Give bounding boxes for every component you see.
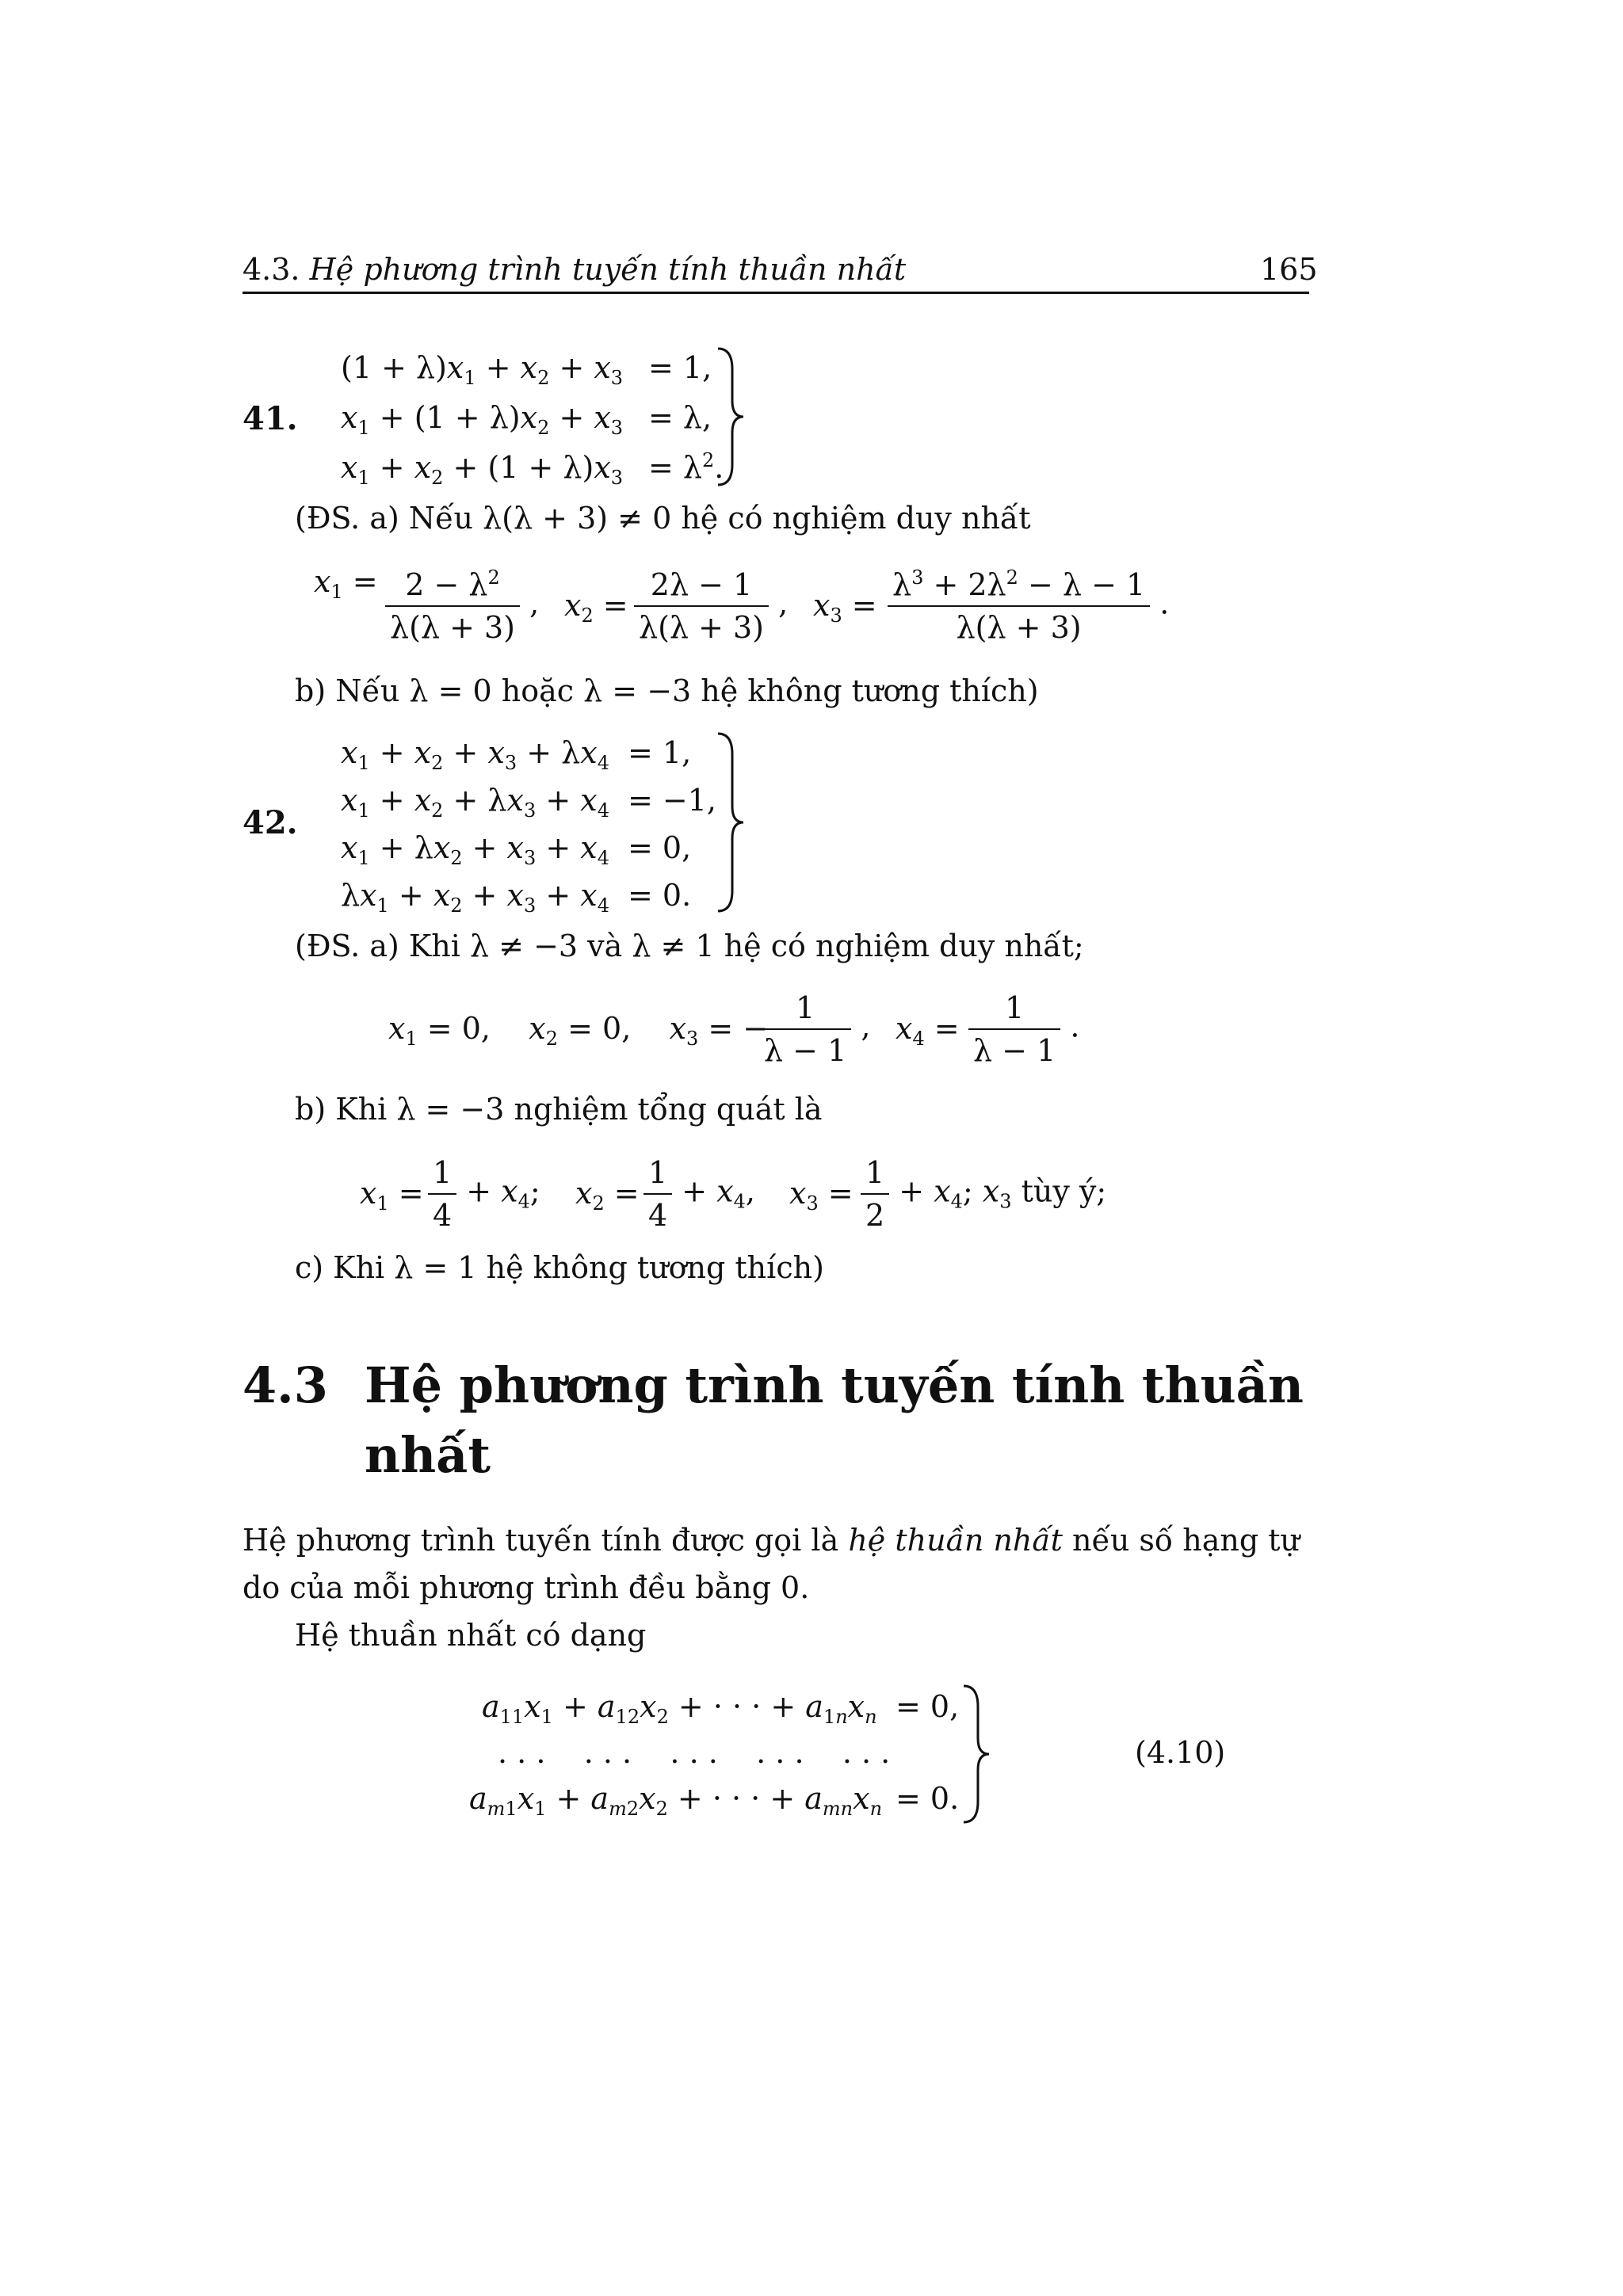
eq410-right-brace (960, 1683, 992, 1825)
paragraph-2: Hệ thuần nhất có dạng (295, 1618, 647, 1653)
p41-x3-frac: $\frac{\lambda^3 + 2\lambda^2 - \lambda - 1}{\lambda(\lambda + 3)}$ . (888, 564, 1169, 648)
header-section-title: Hệ phương trình tuyến tính thuần nhất (309, 252, 907, 287)
paragraph-1-line-1 (242, 1523, 1300, 1558)
p42-b-x2-frac: $\frac{1}{4}$ + $x_4$, (643, 1152, 755, 1236)
p42-eq1-lhs: $x_1 + x_2 + x_3 + \lambda x_4$ (341, 735, 609, 774)
p41-eq2-rhs: = λ, (648, 400, 712, 435)
p42-eq3-lhs: $x_1 + \lambda x_2 + x_3 + x_4$ (341, 830, 609, 869)
p41-x2-frac: $\frac{2\lambda - 1}{\lambda(\lambda + 3)}$ , (634, 564, 788, 648)
p41-answer-a: (ĐS. a) Nếu λ(λ + 3) ≠ 0 hệ có nghiệm duy nhất (295, 501, 1031, 536)
problem-41-label: 41. (242, 400, 298, 437)
paragraph-1-line-2: do của mỗi phương trình đều bằng 0. (242, 1570, 810, 1605)
p41-eq3-rhs-text: = λ (648, 450, 703, 485)
problem-42-label: 42. (242, 804, 298, 841)
p42-b-x1: $x_1$ = (360, 1176, 424, 1215)
p42-eq3-rhs: = 0, (628, 830, 692, 865)
p42-b-x3-frac: $\frac{1}{2}$ + $x_4$; $x_3$ tùy ý; (861, 1152, 1106, 1236)
p41-x1-frac: $\frac{2 - \lambda^2}{\lambda(\lambda + 3)}$ , (385, 564, 539, 648)
p42-answer-a: (ĐS. a) Khi λ ≠ −3 và λ ≠ 1 hệ có nghiệm duy nhất; (295, 929, 1084, 963)
p42-eq1-rhs: = 1, (628, 735, 692, 770)
eq410-row1-rhs: = 0, (896, 1689, 960, 1724)
eq410-row2-dots: . . . . . . . . . . . . . . . (498, 1735, 891, 1770)
p42-eq2-lhs: $x_1 + x_2 + \lambda x_3 + x_4$ (341, 783, 609, 822)
p42-b-x1-frac: $\frac{1}{4}$ + $x_4$; (428, 1152, 540, 1236)
p42-a-x4: $x_4$ = (896, 1011, 960, 1050)
p42-eq4-lhs: $\lambda x_1 + x_2 + x_3 + x_4$ (341, 878, 609, 917)
para1-emphasis: hệ thuần nhất (848, 1523, 1063, 1558)
page-number: 165 (1260, 252, 1318, 287)
p41-x1: $x_1$ = (314, 564, 378, 603)
p42-b-x3: $x_3$ = (789, 1176, 854, 1215)
p42-answer-b: b) Khi λ = −3 nghiệm tổng quát là (295, 1092, 823, 1127)
running-header (242, 252, 906, 287)
section-title-line1: Hệ phương trình tuyến tính thuần (365, 1356, 1304, 1414)
p42-right-brace (715, 730, 747, 914)
p41-eq3-rhs: = $\lambda^2$. (648, 449, 724, 485)
section-title-line2: nhất (365, 1426, 491, 1484)
p42-a-x1x2: $x_1 = 0$, $x_2 = 0$, $x_3$ = − (388, 1011, 769, 1050)
section-number: 4.3 (242, 1356, 328, 1414)
p42-answer-c: c) Khi λ = 1 hệ không tương thích) (295, 1250, 824, 1285)
p42-eq2-rhs: = −1, (628, 783, 717, 818)
arbitrary-text: tùy ý; (1021, 1173, 1107, 1209)
eq410-row3-lhs: $a_{m1}x_1 + a_{m2}x_2$ + · · · + $a_{mn}x_n$ (469, 1781, 883, 1820)
header-section-number: 4.3. (242, 252, 300, 287)
para1-text-a: Hệ phương trình tuyến tính được gọi là (242, 1523, 849, 1558)
p41-eq1-rhs: = 1, (648, 350, 712, 385)
p41-eq3-lhs: $x_1 + x_2 + (1 + \lambda)x_3$ (341, 450, 624, 489)
eq410-row1-lhs: $a_{11}x_1 + a_{12}x_2$ + · · · + $a_{1n}x_n$ (482, 1689, 877, 1728)
p42-eq4-rhs: = 0. (628, 878, 692, 913)
equation-number: (4.10) (1135, 1735, 1226, 1770)
para1-text-b: nếu số hạng tự (1062, 1523, 1300, 1558)
p41-eq2-lhs: $x_1 + (1 + \lambda)x_2 + x_3$ (341, 400, 624, 439)
p41-right-brace (715, 345, 747, 488)
p42-a-x4-frac: $\frac{1}{\lambda - 1}$ . (968, 987, 1079, 1071)
p42-a-x3-frac: $\frac{1}{\lambda - 1}$ , (759, 987, 870, 1071)
p41-x2: $x_2$ = (564, 588, 628, 627)
p41-x3: $x_3$ = (813, 588, 877, 627)
p42-b-x2: $x_2$ = (575, 1176, 640, 1215)
p41-eq1-lhs: $(1 + \lambda)x_1 + x_2 + x_3$ (341, 350, 624, 389)
eq410-row3-rhs: = 0. (896, 1781, 960, 1816)
header-rule (242, 292, 1309, 294)
p41-answer-b: b) Nếu λ = 0 hoặc λ = −3 hệ không tương thích) (295, 673, 1039, 708)
